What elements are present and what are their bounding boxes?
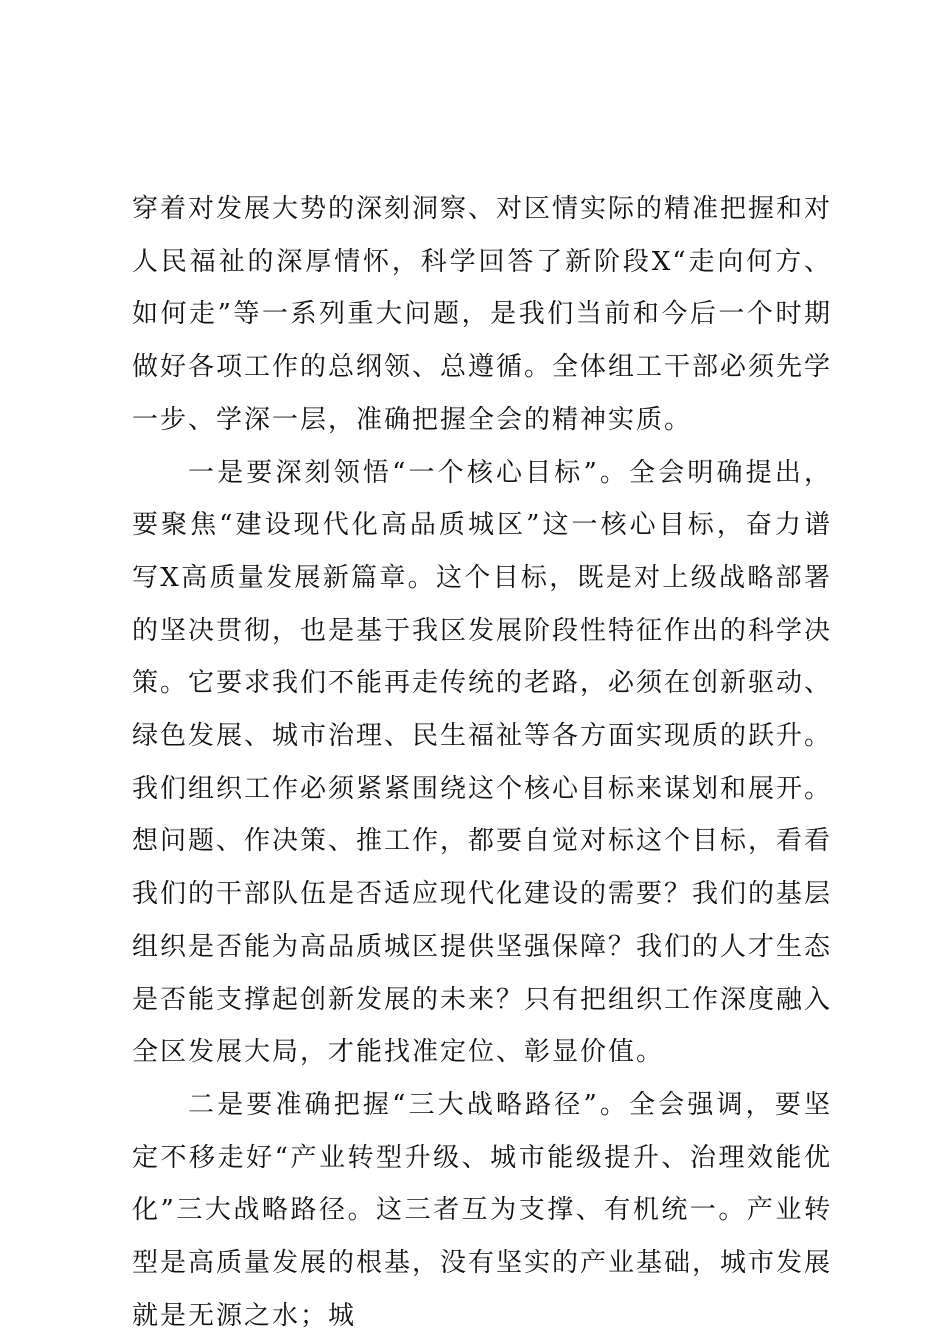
paragraph-strategic-paths: 二是要准确把握“三大战略路径”。全会强调，要坚定不移走好“产业转型升级、城市能级提升、治理效能优化”三大战略路径。这三者互为支撑、有机统一。产业转型是高质量发展的根基，没有坚实的产业基础，城市发展就是无源之水；城	[132, 1089, 833, 1331]
paragraph-continuation: 穿着对发展大势的深刻洞察、对区情实际的精准把握和对人民福祉的深厚情怀，科学回答了新阶段X“走向何方、如何走”等一系列重大问题，是我们当前和今后一个时期做好各项工作的总纲领、总遵循。全体组工干部必须先学一步、学深一层，准确把握全会的精神实质。	[132, 194, 833, 435]
paragraph-core-goal: 一是要深刻领悟“一个核心目标”。全会明确提出，要聚焦“建设现代化高品质城区”这一核心目标，奋力谱写X高质量发展新篇章。这个目标，既是对上级战略部署的坚决贯彻，也是基于我区发展阶段性特征作出的科学决策。它要求我们不能再走传统的老路，必须在创新驱动、绿色发展、城市治理、民生福祉等各方面实现质的跃升。我们组织工作必须紧紧围绕这个核心目标来谋划和展开。想问题、作决策、推工作，都要自觉对标这个目标，看看我们的干部队伍是否适应现代化建设的需要？我们的基层组织是否能为高品质城区提供坚强保障？我们的人才生态是否能支撑起创新发展的未来？只有把组织工作深度融入全区发展大局，才能找准定位、彰显价值。	[132, 457, 833, 1068]
document-body	[132, 183, 832, 1342]
